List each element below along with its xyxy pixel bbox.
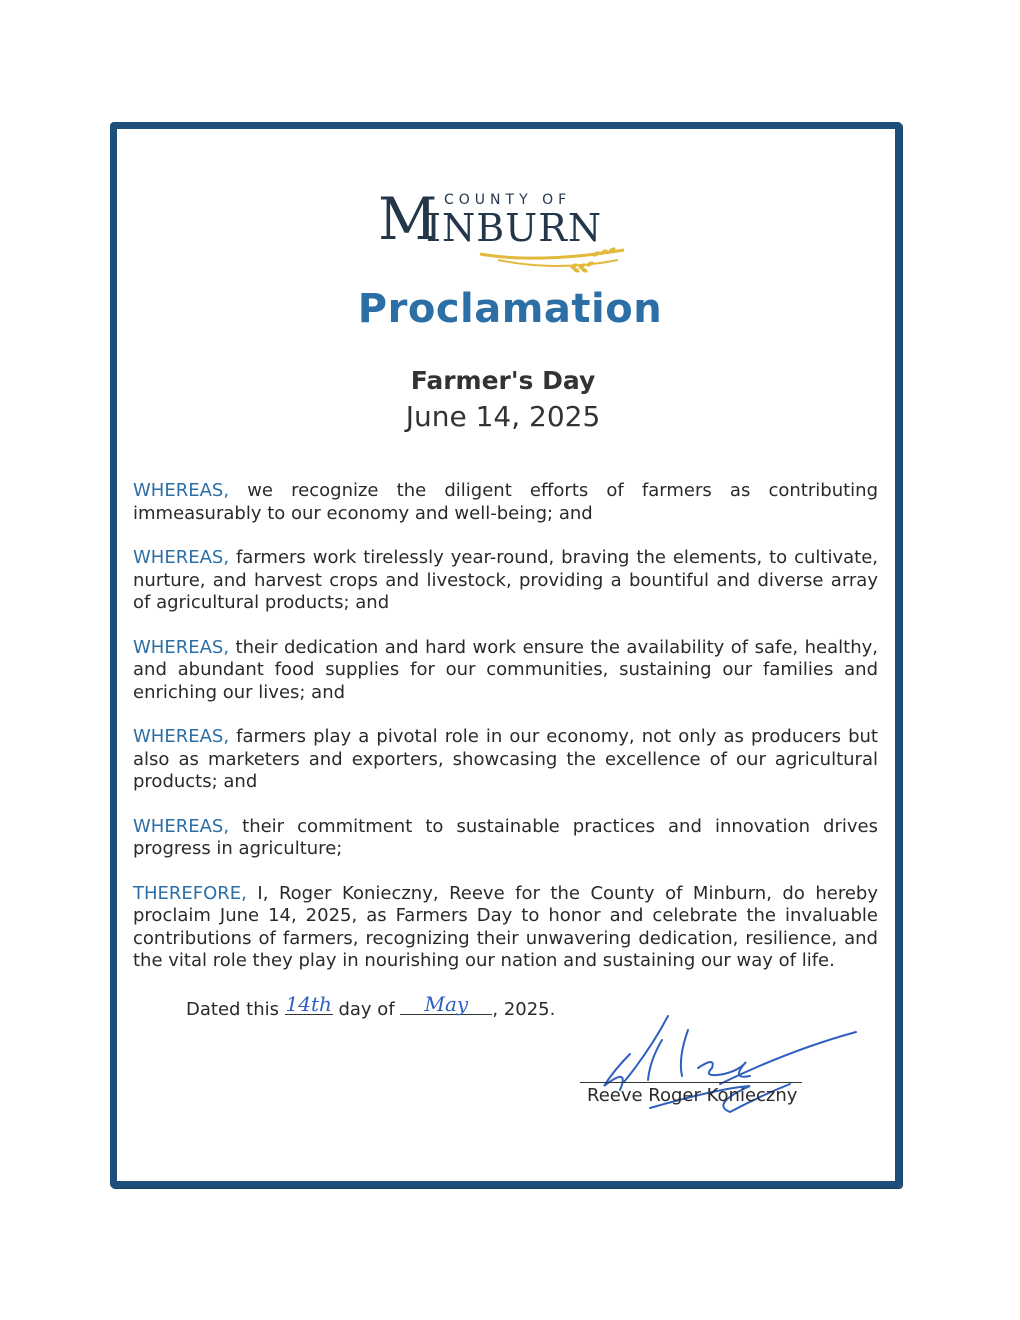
dated-line xyxy=(186,994,555,1020)
handwritten-month: May xyxy=(424,992,469,1016)
whereas-paragraph xyxy=(133,547,878,615)
signatory-name: Reeve Roger Konieczny xyxy=(587,1085,798,1106)
whereas-paragraph xyxy=(133,637,878,705)
proclamation-subtitle: Farmer's Day xyxy=(410,366,596,395)
paragraph-text: farmers work tirelessly year-round, braving the elements, to cultivate, nurture, and harvest crops and livestock, providing a bountiful and diverse array of agricultural products; and xyxy=(133,547,878,613)
paragraph-text: we recognize the diligent efforts of farmers as contributing immeasurably to our economy and well-being; and xyxy=(133,480,878,524)
dated-prefix: Dated this xyxy=(186,999,285,1020)
county-logo xyxy=(378,185,640,278)
paragraph-keyword: WHEREAS, xyxy=(133,815,230,837)
paragraph-keyword: WHEREAS, xyxy=(133,726,230,747)
month-blank xyxy=(400,994,492,1015)
paragraph-keyword: THEREFORE, xyxy=(133,882,247,904)
paragraph-text: farmers play a pivotal role in our economy, not only as producers but also as marketers and exporters, showcasing the excellence of our agricultural products; and xyxy=(133,726,878,792)
logo-name: INBURN xyxy=(426,206,603,250)
dated-middle: day of xyxy=(332,999,401,1020)
wheat-icon xyxy=(478,246,628,276)
paragraph-keyword: WHEREAS, xyxy=(133,636,230,658)
handwritten-day: 14th xyxy=(285,992,332,1016)
paragraph-keyword: WHEREAS, xyxy=(133,547,230,568)
logo-county-of: COUNTY OF xyxy=(444,192,572,208)
whereas-paragraph xyxy=(133,816,878,861)
proclamation-body xyxy=(133,480,878,995)
whereas-paragraph xyxy=(133,726,878,794)
signature-line xyxy=(580,1082,802,1083)
logo-initial: M xyxy=(378,185,438,253)
therefore-paragraph xyxy=(133,883,878,973)
day-blank xyxy=(285,994,333,1015)
paragraph-text: their commitment to sustainable practices and innovation drives progress in agriculture; xyxy=(133,815,878,859)
paragraph-keyword: WHEREAS, xyxy=(133,480,230,501)
paragraph-text: I, Roger Konieczny, Reeve for the County of Minburn, do hereby proclaim June 14, 2025, as Farmers Day to honor and celebrate the invaluable contributions of farmers, recognizing their unwavering dedication, resilience, and the vital role they play in nourishing our nation and sustaining our way of life. xyxy=(133,882,878,971)
page-title: Proclamation xyxy=(357,286,663,332)
proclamation-date: June 14, 2025 xyxy=(405,400,601,433)
paragraph-text: their dedication and hard work ensure the availability of safe, healthy, and abundant food supplies for our communities, sustaining our families and enriching our lives; and xyxy=(133,636,878,703)
dated-suffix: , 2025. xyxy=(492,999,556,1020)
whereas-paragraph xyxy=(133,480,878,525)
